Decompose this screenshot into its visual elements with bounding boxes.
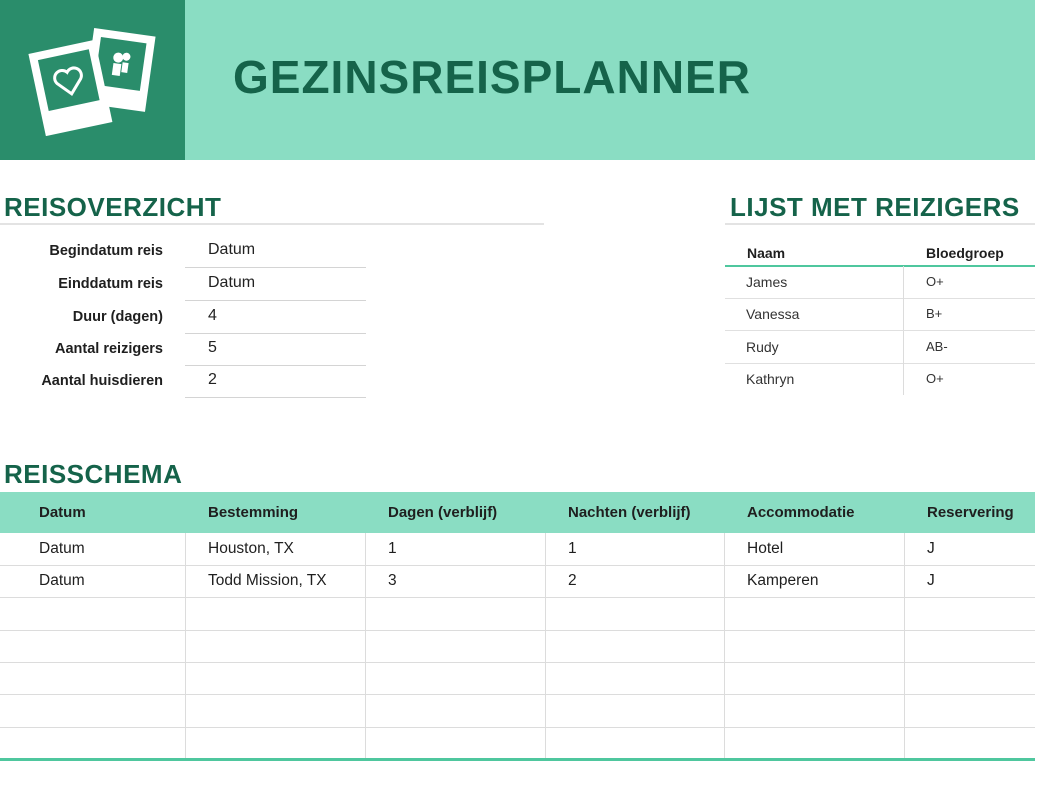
schedule-cell: 1 <box>568 540 577 557</box>
schedule-cell: 3 <box>388 572 397 589</box>
column-header-reservation: Reservering <box>927 504 1014 521</box>
schedule-cell: 2 <box>568 572 577 589</box>
overview-label: Aantal huisdieren <box>41 373 163 389</box>
column-header-days: Dagen (verblijf) <box>388 504 498 521</box>
traveler-row[interactable] <box>725 363 1035 395</box>
schedule-cell: Datum <box>39 540 85 557</box>
traveler-name: Kathryn <box>746 371 795 387</box>
schedule-cell: J <box>927 572 935 589</box>
overview-heading: REISOVERZICHT <box>4 192 222 222</box>
travelers-table-header <box>725 238 1035 267</box>
photos-icon <box>28 24 158 136</box>
traveler-row[interactable] <box>725 331 1035 364</box>
overview-value: 2 <box>208 371 217 388</box>
traveler-name: James <box>746 274 788 290</box>
schedule-row[interactable] <box>0 630 1035 663</box>
schedule-cell: Datum <box>39 572 85 589</box>
schedule-heading: REISSCHEMA <box>4 459 183 489</box>
travelers-divider <box>725 223 1035 225</box>
column-divider <box>903 331 904 363</box>
schedule-row[interactable] <box>0 662 1035 695</box>
end-date-field[interactable] <box>185 269 366 301</box>
column-divider <box>904 533 905 759</box>
column-header-bloodtype: Bloedgroep <box>926 245 1004 261</box>
traveler-row[interactable] <box>725 266 1035 299</box>
duration-field[interactable] <box>185 302 366 334</box>
travelers-count-field[interactable] <box>185 334 366 366</box>
column-divider <box>365 533 366 759</box>
schedule-cell: 1 <box>388 540 397 557</box>
overview-label: Duur (dagen) <box>72 309 163 325</box>
overview-divider <box>0 223 544 225</box>
schedule-cell: Hotel <box>747 540 784 557</box>
overview-value: 4 <box>208 307 217 324</box>
traveler-bloodtype: O+ <box>926 371 944 386</box>
page-title: GEZINSREISPLANNER <box>233 51 751 103</box>
pets-count-field[interactable] <box>185 366 366 398</box>
traveler-bloodtype: O+ <box>926 274 944 289</box>
start-date-field[interactable] <box>185 236 366 268</box>
schedule-row[interactable] <box>0 695 1035 728</box>
column-divider <box>903 266 904 298</box>
column-header-accommodation: Accommodatie <box>747 504 855 521</box>
travelers-heading: LIJST MET REIZIGERS <box>730 192 1020 222</box>
overview-row <box>0 269 366 301</box>
column-divider <box>903 363 904 395</box>
column-header-destination: Bestemming <box>208 504 299 521</box>
traveler-name: Vanessa <box>746 306 800 322</box>
column-divider <box>724 533 725 759</box>
schedule-row[interactable] <box>0 727 1035 759</box>
column-divider <box>545 533 546 759</box>
overview-row <box>0 366 366 398</box>
schedule-cell: Todd Mission, TX <box>208 572 327 589</box>
column-header-name: Naam <box>747 245 786 261</box>
schedule-table-header <box>0 492 1035 533</box>
schedule-bottom-border <box>0 758 1035 761</box>
overview-row <box>0 334 366 366</box>
traveler-bloodtype: AB- <box>926 339 948 354</box>
schedule-row[interactable] <box>0 533 1035 566</box>
schedule-cell: J <box>927 540 935 557</box>
column-header-nights: Nachten (verblijf) <box>568 504 691 521</box>
column-divider <box>903 298 904 330</box>
schedule-row[interactable] <box>0 598 1035 631</box>
overview-label: Aantal reizigers <box>55 341 163 357</box>
logo <box>0 0 185 160</box>
overview-row <box>0 236 366 268</box>
overview-row <box>0 302 366 334</box>
overview-label: Einddatum reis <box>58 276 163 292</box>
overview-value: Datum <box>208 274 256 291</box>
overview-value: 5 <box>208 339 217 356</box>
schedule-cell: Kamperen <box>747 572 819 589</box>
column-header-date: Datum <box>39 504 86 521</box>
traveler-name: Rudy <box>746 339 779 355</box>
traveler-row[interactable] <box>725 298 1035 331</box>
schedule-cell: Houston, TX <box>208 540 294 557</box>
overview-label: Begindatum reis <box>49 243 163 259</box>
schedule-row[interactable] <box>0 565 1035 598</box>
overview-value: Datum <box>208 241 256 258</box>
column-divider <box>185 533 186 759</box>
traveler-bloodtype: B+ <box>926 306 943 321</box>
